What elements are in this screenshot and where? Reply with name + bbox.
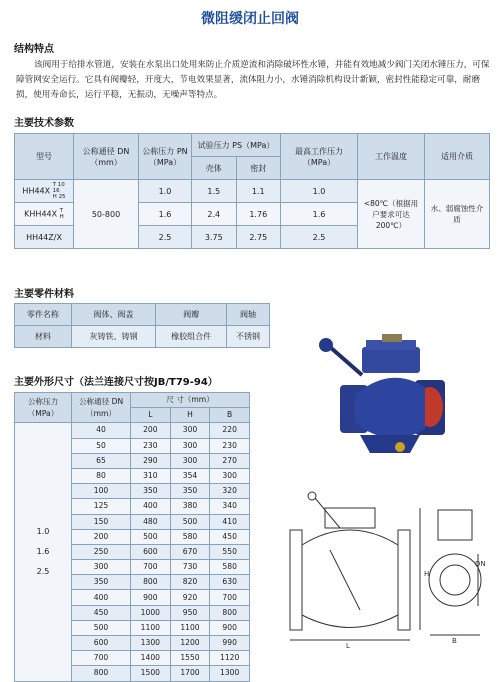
- dims-b-cell: 450: [210, 529, 250, 544]
- dims-header-h: H: [170, 408, 210, 423]
- dims-dn-cell: 500: [72, 620, 131, 635]
- seal-cell: 2.75: [236, 226, 281, 249]
- dims-dn-cell: 700: [72, 651, 131, 666]
- dims-b-cell: 1120: [210, 651, 250, 666]
- dims-pn-cell: [15, 423, 72, 681]
- dims-l-cell: 310: [131, 468, 171, 483]
- table-row: [15, 423, 250, 438]
- model-cell: HH44Z/X: [15, 226, 74, 249]
- dn-cell: 50-800: [74, 180, 139, 249]
- header-dn: 公称通径 DN（mm）: [74, 134, 139, 180]
- dims-header-l: L: [131, 408, 171, 423]
- valve-brass-fitting: [395, 442, 405, 452]
- drawing-disc: [330, 550, 360, 610]
- header-test: 试验压力 PS（MPa）: [192, 134, 281, 157]
- dims-l-cell: 480: [131, 514, 171, 529]
- structure-heading: 结构特点: [14, 44, 54, 55]
- dims-table: [14, 392, 250, 682]
- dims-h-cell: 300: [170, 453, 210, 468]
- parts-heading: 主要零件材料: [14, 289, 74, 300]
- temp-cell: <80℃（根据用户要求可达200℃）: [358, 180, 425, 249]
- dims-b-cell: 1300: [210, 666, 250, 681]
- dims-l-cell: 800: [131, 575, 171, 590]
- drawing-weight: [308, 492, 316, 500]
- dims-h-cell: 300: [170, 423, 210, 438]
- dims-b-cell: 220: [210, 423, 250, 438]
- pn-cell: 1.6: [139, 203, 192, 226]
- dims-dn-cell: 100: [72, 484, 131, 499]
- dims-dn-cell: 800: [72, 666, 131, 681]
- dims-b-cell: 340: [210, 499, 250, 514]
- header-shell: 壳体: [192, 157, 237, 180]
- header-pn: 公称压力 PN（MPa）: [139, 134, 192, 180]
- dims-h-cell: 820: [170, 575, 210, 590]
- shell-cell: 3.75: [192, 226, 237, 249]
- max-cell: 2.5: [281, 226, 358, 249]
- max-cell: 1.6: [281, 203, 358, 226]
- dims-b-cell: 270: [210, 453, 250, 468]
- seal-cell: 1.76: [236, 203, 281, 226]
- dims-b-cell: 410: [210, 514, 250, 529]
- shell-cell: 2.4: [192, 203, 237, 226]
- dims-b-cell: 300: [210, 468, 250, 483]
- dims-l-cell: 700: [131, 560, 171, 575]
- parts-value: 不锈钢: [226, 326, 269, 348]
- label-dn: DN: [475, 560, 486, 568]
- dims-l-cell: 1500: [131, 666, 171, 681]
- drawing-end-cover: [438, 510, 472, 540]
- dims-l-cell: 600: [131, 544, 171, 559]
- dims-h-cell: 354: [170, 468, 210, 483]
- header-max: 最高工作压力（MPa）: [281, 134, 358, 180]
- dims-h-cell: 1550: [170, 651, 210, 666]
- dims-b-cell: 320: [210, 484, 250, 499]
- dims-l-cell: 1300: [131, 636, 171, 651]
- dims-header-b: B: [210, 408, 250, 423]
- dims-pn-value: 2.5: [36, 566, 50, 576]
- dims-l-cell: 290: [131, 453, 171, 468]
- medium-cell: 水、弱腐蚀性介质: [425, 180, 490, 249]
- valve-base: [360, 435, 420, 453]
- valve-drawing: [280, 490, 492, 650]
- dims-l-cell: 1000: [131, 605, 171, 620]
- drawing-flange-right: [398, 530, 410, 630]
- dims-b-cell: 580: [210, 560, 250, 575]
- drawing-end-bore: [440, 565, 470, 595]
- dims-b-cell: 550: [210, 544, 250, 559]
- label-b: B: [452, 637, 457, 645]
- dims-pn-value: 1.0: [36, 526, 50, 536]
- dims-b-cell: 800: [210, 605, 250, 620]
- parts-header: 阀体、阀盖: [71, 304, 155, 326]
- header-seal: 密封: [236, 157, 281, 180]
- header-temp: 工作温度: [358, 134, 425, 180]
- dims-h-cell: 580: [170, 529, 210, 544]
- dims-l-cell: 900: [131, 590, 171, 605]
- drawing-body: [302, 530, 398, 628]
- dims-header-size: 尺 寸（mm）: [131, 393, 250, 408]
- dims-h-cell: 300: [170, 438, 210, 453]
- dims-h-cell: 350: [170, 484, 210, 499]
- dims-l-cell: 400: [131, 499, 171, 514]
- dims-h-cell: 920: [170, 590, 210, 605]
- dims-dn-cell: 200: [72, 529, 131, 544]
- dims-b-cell: 990: [210, 636, 250, 651]
- dims-h-cell: 380: [170, 499, 210, 514]
- valve-lever: [330, 347, 362, 375]
- dims-heading: 主要外形尺寸（法兰连接尺寸按JB/T79-94）: [14, 377, 218, 388]
- label-h: H: [424, 570, 430, 578]
- pn-cell: 2.5: [139, 226, 192, 249]
- dims-pn-value: 1.6: [36, 546, 50, 556]
- model-cell: KHH44X T H: [15, 203, 74, 226]
- dims-h-cell: 1700: [170, 666, 210, 681]
- dims-b-cell: 700: [210, 590, 250, 605]
- valve-photo: [300, 325, 460, 470]
- valve-cover: [362, 347, 420, 373]
- dims-l-cell: 200: [131, 423, 171, 438]
- model-cell: HH44X T 10 16 H 25: [15, 180, 74, 203]
- dims-dn-cell: 250: [72, 544, 131, 559]
- max-cell: 1.0: [281, 180, 358, 203]
- params-table: [14, 133, 490, 249]
- dims-b-cell: 230: [210, 438, 250, 453]
- dims-dn-cell: 40: [72, 423, 131, 438]
- dims-dn-cell: 150: [72, 514, 131, 529]
- dims-dn-cell: 350: [72, 575, 131, 590]
- dims-dn-cell: 300: [72, 560, 131, 575]
- page-title: 微阻缓闭止回阀: [201, 11, 299, 27]
- dims-header-dn: 公称通径 DN（mm）: [72, 393, 131, 423]
- drawing-lever: [315, 498, 340, 528]
- header-medium: 适用介质: [425, 134, 490, 180]
- dims-dn-cell: 80: [72, 468, 131, 483]
- header-model: 型号: [15, 134, 74, 180]
- dims-b-cell: 900: [210, 620, 250, 635]
- valve-nameplate: [382, 334, 402, 342]
- drawing-flange-left: [290, 530, 302, 630]
- dims-l-cell: 1400: [131, 651, 171, 666]
- dims-dn-cell: 125: [72, 499, 131, 514]
- seal-cell: 1.1: [236, 180, 281, 203]
- parts-value: 橡胶组合件: [156, 326, 227, 348]
- shell-cell: 1.5: [192, 180, 237, 203]
- label-l: L: [346, 642, 350, 650]
- drawing-cover: [325, 508, 375, 528]
- parts-header: 阀瓣: [156, 304, 227, 326]
- dims-dn-cell: 450: [72, 605, 131, 620]
- parts-header: 零件名称: [15, 304, 72, 326]
- parts-value: 灰铸铁、铸钢: [71, 326, 155, 348]
- dims-h-cell: 500: [170, 514, 210, 529]
- dims-h-cell: 670: [170, 544, 210, 559]
- dims-b-cell: 630: [210, 575, 250, 590]
- dims-h-cell: 730: [170, 560, 210, 575]
- dims-dn-cell: 600: [72, 636, 131, 651]
- params-heading: 主要技术参数: [14, 118, 74, 129]
- dims-l-cell: 350: [131, 484, 171, 499]
- parts-row-label: 材料: [15, 326, 72, 348]
- parts-header: 阀轴: [226, 304, 269, 326]
- dims-h-cell: 950: [170, 605, 210, 620]
- drawing-end-flange: [429, 554, 481, 606]
- dims-l-cell: 230: [131, 438, 171, 453]
- structure-text: 该阀用于给排水管道，安装在水泵出口处用来防止介质逆流和消除破坏性水锤，并能有效地减少阀门关闭水锤压力，可保障管网安全运行。它具有阀瓣轻，开度大，节电效果显著，流体阻力小，水锤消除机构设计新颖，密封性能稳定可靠，耐磨损，使用寿命长，运行平稳，无振动，无噪声等特点。: [16, 60, 490, 100]
- dims-dn-cell: 400: [72, 590, 131, 605]
- dims-l-cell: 500: [131, 529, 171, 544]
- valve-weight: [319, 338, 333, 352]
- dims-dn-cell: 65: [72, 453, 131, 468]
- dims-h-cell: 1200: [170, 636, 210, 651]
- parts-table: [14, 303, 270, 348]
- dims-dn-cell: 50: [72, 438, 131, 453]
- dims-h-cell: 1100: [170, 620, 210, 635]
- pn-cell: 1.0: [139, 180, 192, 203]
- dims-header-pn: 公称压力（MPa）: [15, 393, 72, 423]
- dims-l-cell: 1100: [131, 620, 171, 635]
